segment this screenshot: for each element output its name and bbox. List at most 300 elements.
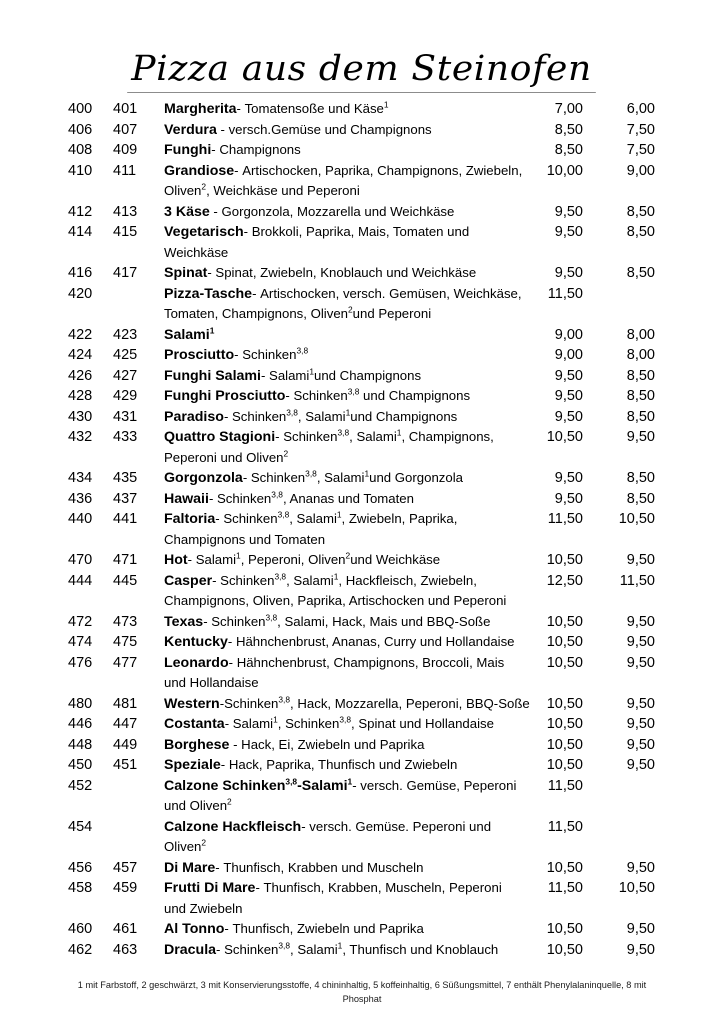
item-ingredients: Artischocken, versch. Gemüsen, Weichkäse, — [260, 285, 522, 301]
menu-item-primary-line — [0, 407, 724, 428]
item-name: Quattro Stagioni — [164, 429, 276, 445]
item-price-large: 8,50 — [554, 121, 583, 138]
item-ingredients: Schinken$^{3,8}$, Hack, Mozzarella, Peperoni, BBQ-Soße — [224, 694, 530, 711]
item-ingredients: Schinken$^{3,8}$, Salami$^1$und Champignons — [232, 407, 458, 424]
item-price-small: 6,00 — [626, 101, 655, 117]
menu-item-row — [0, 632, 724, 653]
item-ingredients: Hack, Ei, Zwiebeln und Paprika — [241, 736, 425, 752]
item-name: Dracula — [164, 941, 217, 958]
menu-item-row — [0, 940, 724, 961]
item-separator: - — [211, 142, 220, 157]
item-separator: - — [216, 941, 225, 957]
item-price-large: 11,50 — [547, 511, 583, 527]
item-description — [164, 509, 536, 530]
item-name: Paradiso — [164, 408, 224, 425]
item-price-large: 10,50 — [546, 941, 583, 958]
item-code-large: 444 — [68, 572, 93, 589]
item-price-large: 10,50 — [546, 552, 583, 568]
item-price-large: 12,50 — [546, 572, 583, 589]
item-code-large: 424 — [68, 347, 93, 363]
item-description — [164, 919, 536, 940]
item-description — [164, 817, 536, 838]
item-name: Speziale — [164, 757, 221, 773]
menu-item-primary-line — [0, 612, 724, 633]
item-description — [164, 366, 536, 387]
item-price-large: 10,50 — [546, 654, 583, 671]
item-price-small: 8,50 — [626, 224, 655, 240]
item-price-small: 9,50 — [626, 941, 655, 958]
item-ingredients-continued: und Hollandaise — [164, 675, 259, 690]
item-separator: - — [209, 203, 222, 219]
item-code-small: 461 — [113, 921, 138, 937]
item-ingredients-continued: und Zwiebeln — [164, 900, 243, 916]
item-price-small: 8,50 — [626, 367, 655, 384]
menu-item-primary-line — [0, 653, 724, 674]
item-price-small: 8,50 — [626, 265, 655, 281]
item-description — [164, 386, 536, 407]
item-price-small: 8,00 — [626, 326, 655, 343]
item-price-large: 10,50 — [546, 613, 583, 630]
item-code-small: 473 — [113, 613, 138, 630]
item-separator: - — [215, 859, 224, 875]
menu-item-primary-line — [0, 776, 724, 797]
menu-item-continuation-line — [0, 837, 724, 858]
item-name: Kentucky — [164, 634, 228, 650]
item-separator: - — [275, 429, 284, 444]
item-ingredients: Brokkoli, Paprika, Mais, Tomaten und — [251, 224, 470, 239]
item-separator: - — [352, 777, 361, 793]
item-price-large: 9,50 — [554, 265, 583, 281]
item-price-small: 8,00 — [626, 347, 655, 363]
item-ingredients: Schinken$^{3,8}$, Salami$^1$, Zwiebeln, Paprika, — [223, 509, 458, 526]
item-name: Texas — [164, 613, 204, 630]
menu-item-primary-line — [0, 858, 724, 879]
item-price-large: 9,00 — [554, 326, 583, 343]
item-price-large: 9,50 — [554, 388, 583, 404]
item-ingredients-continued: Champignons und Tomaten — [164, 531, 326, 547]
menu-item-primary-line — [0, 919, 724, 940]
menu-item-primary-line — [0, 878, 724, 899]
menu-item-continuation-line — [0, 181, 724, 202]
menu-item-primary-line — [0, 489, 724, 510]
item-name: Casper — [164, 572, 213, 589]
item-ingredients-continued: Oliven$^2$, Weichkäse und Peperoni — [164, 181, 360, 198]
item-price-small: 8,50 — [626, 490, 655, 507]
item-price-small: 10,50 — [618, 880, 655, 896]
item-code-small: 411 — [113, 162, 137, 179]
item-separator: - — [219, 695, 225, 711]
item-code-large: 472 — [68, 613, 93, 630]
item-name: Funghi — [164, 142, 212, 158]
item-ingredients: versch. Gemüse, Peperoni — [360, 777, 517, 793]
menu-item-row — [0, 161, 724, 202]
item-code-large: 430 — [68, 408, 93, 425]
item-code-small: 413 — [113, 203, 138, 220]
menu-item-primary-line — [0, 571, 724, 592]
item-name: Funghi Prosciutto — [164, 388, 286, 404]
item-ingredients: Schinken$^{3,8}$, Salami$^1$, Champignons, — [283, 427, 494, 444]
item-code-large: 462 — [68, 941, 93, 958]
page-title: Pizza aus dem Steinofen — [128, 48, 597, 93]
item-description — [164, 940, 536, 961]
item-price-large: 9,50 — [554, 367, 583, 384]
item-code-large: 410 — [68, 162, 93, 179]
item-description — [164, 99, 536, 120]
item-code-small: 449 — [113, 736, 138, 753]
item-separator: - — [224, 716, 233, 731]
item-price-small: 9,50 — [626, 552, 655, 568]
item-name: Calzone Hackfleisch — [164, 818, 302, 835]
item-price-large: 10,50 — [546, 859, 583, 876]
item-price-small: 9,50 — [626, 757, 655, 773]
item-separator: - — [216, 121, 229, 137]
item-ingredients: Salami$^1$, Schinken$^{3,8}$, Spinat und Hollandaise — [232, 714, 494, 731]
item-code-small: 441 — [113, 511, 138, 527]
menu-item-row — [0, 386, 724, 407]
item-ingredients: Schinken$^{3,8}$, Salami$^1$und Gorgonzola — [250, 468, 463, 485]
item-code-large: 400 — [68, 101, 93, 117]
item-code-large: 416 — [68, 265, 93, 281]
menu-item-row — [0, 202, 724, 223]
item-description — [164, 858, 536, 879]
item-ingredients: Thunfisch, Krabben, Muscheln, Peperoni — [263, 880, 502, 895]
item-description — [164, 714, 536, 735]
menu-item-row — [0, 858, 724, 879]
item-code-large: 436 — [68, 490, 93, 507]
menu-item-row — [0, 817, 724, 858]
item-price-large: 10,50 — [546, 634, 583, 650]
item-code-small: 429 — [113, 388, 138, 404]
item-ingredients-continued: Peperoni und Oliven$^2$ — [164, 448, 289, 465]
item-description — [164, 878, 536, 899]
item-code-small: 407 — [113, 121, 138, 138]
item-price-small: 9,50 — [626, 613, 655, 630]
item-code-small: 433 — [113, 429, 138, 445]
item-code-small: 431 — [113, 408, 138, 425]
menu-item-row — [0, 140, 724, 161]
page-title-container — [0, 48, 724, 93]
item-ingredients: Spinat, Zwiebeln, Knoblauch und Weichkäse — [215, 265, 477, 280]
menu-item-row — [0, 468, 724, 489]
menu-item-row — [0, 325, 724, 346]
item-price-large: 9,50 — [554, 224, 583, 240]
menu-item-row — [0, 694, 724, 715]
item-price-small: 9,50 — [626, 695, 655, 712]
item-code-small: 459 — [113, 880, 138, 896]
item-separator: - — [229, 736, 242, 752]
menu-item-continuation-line — [0, 530, 724, 551]
item-description — [164, 735, 536, 756]
item-code-small: 427 — [113, 367, 138, 384]
menu-item-row — [0, 120, 724, 141]
item-separator: - — [208, 490, 218, 506]
item-name: Costanta — [164, 716, 225, 732]
menu-item-row — [0, 263, 724, 284]
menu-item-primary-line — [0, 263, 724, 284]
menu-item-primary-line — [0, 99, 724, 120]
item-description — [164, 263, 536, 284]
item-ingredients-continued: Champignons, Oliven, Paprika, Artischocken und Peperoni — [164, 593, 507, 608]
item-price-large: 11,50 — [547, 285, 583, 302]
menu-item-row — [0, 366, 724, 387]
item-ingredients: Gorgonzola, Mozzarella und Weichkäse — [221, 203, 455, 219]
item-price-large: 10,50 — [546, 921, 583, 937]
item-ingredients: Schinken$^{3,8}$, Salami$^1$, Thunfisch und Knoblauch — [224, 940, 499, 957]
item-name: Hawaii — [164, 490, 209, 507]
item-code-small: 423 — [113, 326, 138, 343]
item-price-large: 11,50 — [547, 818, 583, 835]
item-price-small: 9,50 — [626, 429, 655, 445]
item-ingredients: Schinken$^{3,8}$, Salami, Hack, Mais und BBQ-Soße — [211, 612, 491, 629]
menu-item-row — [0, 735, 724, 756]
item-code-small: 471 — [113, 552, 138, 568]
menu-item-primary-line — [0, 817, 724, 838]
item-ingredients: Schinken$^{3,8}$ — [242, 345, 309, 362]
menu-item-primary-line — [0, 550, 724, 571]
item-description — [164, 222, 536, 243]
item-separator: - — [234, 347, 243, 362]
item-separator: - — [285, 388, 294, 403]
item-name: Leonardo — [164, 654, 229, 671]
menu-item-row — [0, 755, 724, 776]
item-price-large: 7,00 — [554, 101, 583, 117]
item-name: Borghese — [164, 736, 230, 753]
item-name: Prosciutto — [164, 347, 235, 363]
item-code-small: 417 — [113, 265, 138, 281]
item-description — [164, 755, 536, 776]
item-code-large: 434 — [68, 470, 93, 486]
item-description — [164, 612, 536, 633]
item-code-small: 477 — [113, 654, 138, 671]
item-name: Calzone Schinken$^{3,8}$-Salami$^1$ — [164, 775, 353, 794]
item-description — [164, 140, 536, 161]
item-code-small: 481 — [113, 695, 138, 712]
menu-item-continuation-line — [0, 796, 724, 817]
item-price-large: 10,00 — [546, 162, 583, 179]
item-price-large: 9,50 — [554, 408, 583, 425]
item-code-small: 401 — [113, 101, 138, 117]
item-description — [164, 202, 536, 223]
menu-item-row — [0, 653, 724, 694]
menu-list — [0, 99, 724, 960]
item-price-large: 8,50 — [554, 142, 583, 158]
item-price-small: 7,50 — [626, 142, 655, 158]
menu-item-primary-line — [0, 735, 724, 756]
item-price-small: 8,50 — [626, 203, 655, 220]
menu-item-primary-line — [0, 140, 724, 161]
menu-item-primary-line — [0, 120, 724, 141]
item-name: Vegetarisch — [164, 224, 244, 240]
item-description — [164, 407, 536, 428]
item-code-large: 452 — [68, 777, 93, 794]
item-ingredients: Artischocken, Paprika, Champignons, Zwiebeln, — [242, 162, 523, 178]
menu-item-primary-line — [0, 509, 724, 530]
item-price-small: 10,50 — [618, 511, 655, 527]
menu-item-continuation-line — [0, 243, 724, 264]
item-code-large: 476 — [68, 654, 93, 671]
item-ingredients: Schinken$^{3,8}$ und Champignons — [293, 386, 471, 403]
menu-item-row — [0, 714, 724, 735]
item-description — [164, 468, 536, 489]
item-code-small: 475 — [113, 634, 138, 650]
item-name: Faltoria — [164, 511, 216, 527]
item-price-large: 9,00 — [554, 347, 583, 363]
item-price-small: 9,00 — [626, 162, 655, 179]
item-separator: - — [203, 613, 212, 629]
item-name: Spinat — [164, 265, 208, 281]
item-code-large: 426 — [68, 367, 93, 384]
menu-item-continuation-line — [0, 673, 724, 694]
item-ingredients: Thunfisch, Zwiebeln und Paprika — [232, 921, 424, 936]
item-code-small: 415 — [113, 224, 138, 240]
menu-item-continuation-line — [0, 448, 724, 469]
menu-item-row — [0, 489, 724, 510]
item-price-large: 10,50 — [546, 429, 583, 445]
item-ingredients-continued: Oliven$^2$ — [164, 837, 207, 854]
item-price-small: 8,50 — [626, 470, 655, 486]
item-code-large: 446 — [68, 716, 93, 732]
item-separator: - — [212, 572, 221, 588]
item-separator: - — [255, 880, 264, 895]
menu-item-primary-line — [0, 940, 724, 961]
item-description — [164, 653, 536, 674]
item-ingredients-continued: Weichkäse — [164, 244, 229, 260]
item-price-large: 9,50 — [554, 470, 583, 486]
item-ingredients: versch.Gemüse und Champignons — [228, 121, 432, 137]
item-name: Frutti Di Mare — [164, 880, 256, 896]
item-price-small: 9,50 — [626, 859, 655, 876]
item-separator: - — [252, 285, 261, 301]
item-code-large: 440 — [68, 511, 93, 527]
item-code-large: 406 — [68, 121, 93, 138]
menu-item-row — [0, 919, 724, 940]
menu-item-primary-line — [0, 161, 724, 182]
item-separator: - — [227, 634, 236, 649]
menu-item-row — [0, 550, 724, 571]
item-code-small: 425 — [113, 347, 138, 363]
menu-item-row — [0, 222, 724, 263]
menu-item-primary-line — [0, 284, 724, 305]
item-code-large: 470 — [68, 552, 93, 568]
item-name: 3 Käse — [164, 203, 210, 220]
menu-item-primary-line — [0, 714, 724, 735]
menu-item-primary-line — [0, 222, 724, 243]
menu-item-row — [0, 509, 724, 550]
menu-item-continuation-line — [0, 899, 724, 920]
menu-item-primary-line — [0, 366, 724, 387]
item-ingredients: Salami$^1$, Peperoni, Oliven$^2$und Weichkäse — [195, 550, 441, 567]
item-code-large: 458 — [68, 880, 93, 896]
item-description — [164, 489, 536, 510]
item-name: Gorgonzola — [164, 470, 243, 486]
menu-item-row — [0, 345, 724, 366]
item-code-large: 460 — [68, 921, 93, 937]
item-price-small: 9,50 — [626, 736, 655, 753]
item-code-large: 456 — [68, 859, 93, 876]
item-separator: - — [228, 654, 237, 670]
item-separator: - — [187, 552, 196, 567]
menu-item-primary-line — [0, 632, 724, 653]
item-description — [164, 284, 536, 305]
menu-item-row — [0, 284, 724, 325]
menu-item-primary-line — [0, 202, 724, 223]
item-name: Salami$^1$ — [164, 324, 215, 343]
item-code-large: 448 — [68, 736, 93, 753]
item-separator: - — [260, 367, 270, 383]
item-price-large: 9,50 — [554, 203, 583, 220]
item-description — [164, 550, 536, 571]
item-price-small: 11,50 — [619, 572, 655, 589]
item-name: Funghi Salami — [164, 367, 261, 384]
item-price-large: 9,50 — [554, 490, 583, 507]
item-price-small: 8,50 — [626, 408, 655, 425]
item-separator: - — [243, 224, 252, 239]
item-code-large: 422 — [68, 326, 93, 343]
item-code-large: 450 — [68, 757, 93, 773]
item-separator: - — [242, 470, 251, 485]
item-ingredients: Hähnchenbrust, Ananas, Curry und Hollandaise — [235, 634, 515, 649]
item-name: Verdura — [164, 121, 217, 138]
item-name: Margherita — [164, 101, 237, 117]
menu-item-primary-line — [0, 386, 724, 407]
item-description — [164, 571, 536, 592]
menu-item-primary-line — [0, 325, 724, 346]
item-separator: - — [301, 818, 310, 834]
item-code-large: 412 — [68, 203, 93, 220]
menu-item-primary-line — [0, 694, 724, 715]
menu-item-continuation-line — [0, 591, 724, 612]
item-price-small: 7,50 — [626, 121, 655, 138]
item-code-small: 409 — [113, 142, 138, 158]
item-ingredients: Hack, Paprika, Thunfisch und Zwiebeln — [228, 757, 458, 772]
item-code-small: 451 — [113, 757, 138, 773]
item-code-large: 408 — [68, 142, 93, 158]
item-name: Western — [164, 695, 220, 712]
menu-item-primary-line — [0, 427, 724, 448]
item-ingredients: Tomatensoße und Käse$^1$ — [244, 99, 389, 116]
item-price-large: 10,50 — [546, 695, 583, 712]
item-ingredients-continued: und Oliven$^2$ — [164, 796, 232, 813]
item-price-large: 10,50 — [546, 757, 583, 773]
item-name: Al Tonno — [164, 921, 225, 937]
item-code-large: 414 — [68, 224, 93, 240]
menu-item-row — [0, 407, 724, 428]
item-code-large: 480 — [68, 695, 93, 712]
item-name: Di Mare — [164, 859, 216, 876]
item-price-small: 9,50 — [626, 716, 655, 732]
item-code-large: 454 — [68, 818, 93, 835]
item-price-large: 10,50 — [546, 716, 583, 732]
item-description — [164, 120, 536, 141]
item-description — [164, 161, 536, 182]
item-price-small: 8,50 — [626, 388, 655, 404]
item-description — [164, 427, 536, 448]
item-description — [164, 345, 536, 366]
menu-item-row — [0, 571, 724, 612]
item-code-small: 437 — [113, 490, 138, 507]
item-ingredients: Champignons — [219, 142, 301, 157]
item-description — [164, 776, 536, 797]
item-name: Hot — [164, 552, 188, 568]
item-description — [164, 632, 536, 653]
item-code-large: 428 — [68, 388, 93, 404]
allergen-footnote: 1 mit Farbstoff, 2 geschwärzt, 3 mit Konservierungsstoffe, 4 chininhaltig, 5 koffeinhaltig, 6 Süßungsmittel, 7 enthält Phenylalaninquelle, 8 mit Phosphat — [77, 980, 647, 1004]
item-separator: - — [234, 162, 243, 178]
item-separator: - — [236, 101, 245, 116]
item-ingredients: Hähnchenbrust, Champignons, Broccoli, Mais — [236, 654, 505, 670]
item-code-large: 420 — [68, 285, 93, 302]
menu-item-row — [0, 99, 724, 120]
